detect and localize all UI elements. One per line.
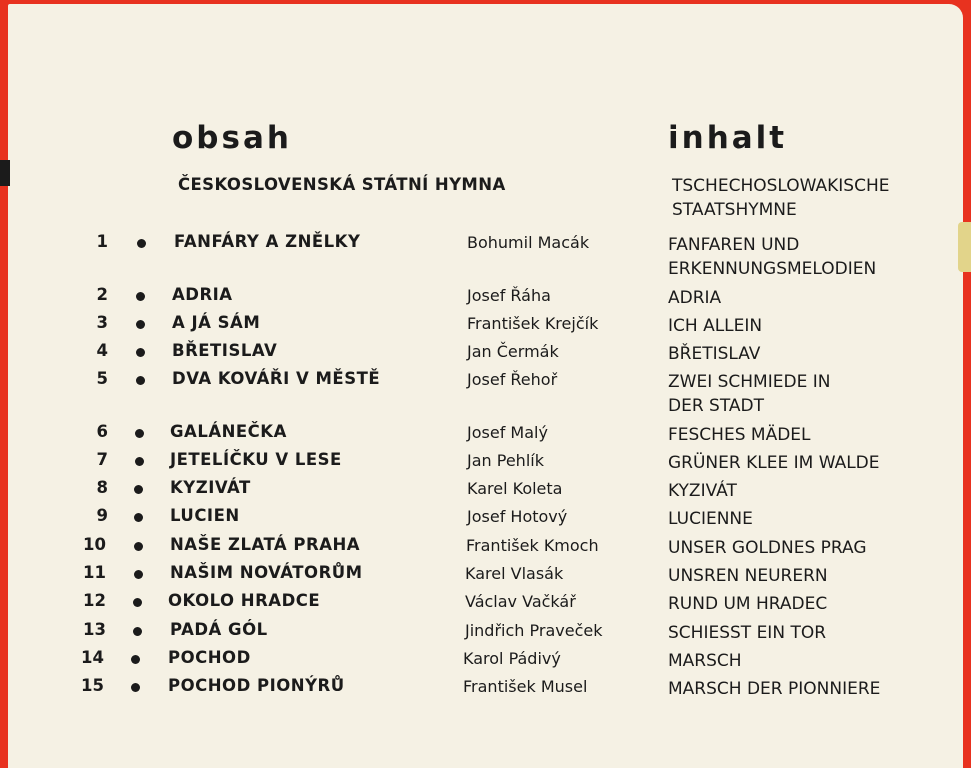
- bullet-icon: [133, 598, 142, 607]
- track-composer: Jindřich Praveček: [465, 621, 603, 640]
- track-row: [0, 506, 971, 532]
- bullet-icon: [135, 429, 144, 438]
- track-composer: Karol Pádivý: [463, 649, 561, 668]
- track-composer: Josef Řehoř: [467, 370, 558, 389]
- bullet-icon: [133, 627, 142, 636]
- track-composer: Karel Koleta: [467, 479, 563, 498]
- heading-de: inhalt: [668, 120, 788, 156]
- track-title: FANFÁRY A ZNĚLKY: [174, 232, 361, 251]
- track-number: 1: [96, 232, 108, 251]
- track-title-de: RUND UM HRADEC: [668, 594, 828, 614]
- track-title: A JÁ SÁM: [172, 313, 261, 332]
- track-title-de: MARSCH: [668, 651, 742, 671]
- track-composer: František Musel: [463, 677, 588, 696]
- track-number: 15: [81, 676, 104, 695]
- track-row: [0, 591, 971, 617]
- track-composer: František Kmoch: [466, 536, 599, 555]
- track-title-de: UNSREN NEURERN: [668, 566, 828, 586]
- track-composer: Václav Vačkář: [465, 592, 576, 611]
- bullet-icon: [134, 485, 143, 494]
- track-composer: Josef Hotový: [467, 507, 568, 526]
- track-number: 2: [96, 285, 108, 304]
- bullet-icon: [136, 292, 145, 301]
- track-row: [0, 285, 971, 311]
- track-number: 11: [83, 563, 106, 582]
- track-title: NAŠIM NOVÁTORŮM: [170, 563, 363, 582]
- track-title-de: ZWEI SCHMIEDE IN DER STADT: [668, 372, 831, 416]
- track-row: [0, 478, 971, 504]
- track-title-de: BŘETISLAV: [668, 344, 761, 364]
- track-title: ADRIA: [172, 285, 233, 304]
- track-title-de: KYZIVÁT: [668, 481, 737, 501]
- track-composer: Josef Malý: [467, 423, 548, 442]
- track-row: [0, 341, 971, 367]
- track-number: 7: [96, 450, 108, 469]
- track-row: [0, 232, 971, 279]
- track-title: BŘETISLAV: [172, 341, 278, 360]
- track-title-de: UNSER GOLDNES PRAG: [668, 538, 867, 558]
- anthem-title-de: TSCHECHOSLOWAKISCHE STAATSHYMNE: [672, 176, 890, 220]
- track-composer: Jan Čermák: [467, 342, 559, 361]
- track-title: POCHOD: [168, 648, 251, 667]
- track-number: 3: [96, 313, 108, 332]
- track-number: 13: [83, 620, 106, 639]
- bullet-icon: [135, 457, 144, 466]
- track-number: 8: [96, 478, 108, 497]
- bullet-icon: [134, 542, 143, 551]
- track-composer: František Krejčík: [467, 314, 599, 333]
- track-title: POCHOD PIONÝRŮ: [168, 676, 345, 695]
- track-row: [0, 563, 971, 589]
- track-row: [0, 535, 971, 561]
- bullet-icon: [131, 683, 140, 692]
- track-row: [0, 313, 971, 339]
- track-row: [0, 450, 971, 476]
- track-title: LUCIEN: [170, 506, 240, 525]
- track-row: [0, 648, 971, 674]
- track-composer: Bohumil Macák: [467, 233, 590, 252]
- track-title: KYZIVÁT: [170, 478, 251, 497]
- track-number: 9: [96, 506, 108, 525]
- track-title: OKOLO HRADCE: [168, 591, 321, 610]
- track-composer: Jan Pehlík: [467, 451, 544, 470]
- track-number: 10: [83, 535, 106, 554]
- track-title-de: SCHIESST EIN TOR: [668, 623, 827, 643]
- track-title: PADÁ GÓL: [170, 620, 268, 639]
- track-number: 12: [83, 591, 106, 610]
- bullet-icon: [134, 513, 143, 522]
- track-number: 6: [96, 422, 108, 441]
- track-title: GALÁNEČKA: [170, 422, 287, 441]
- bullet-icon: [136, 320, 145, 329]
- track-title-de: ADRIA: [668, 288, 722, 308]
- track-row: [0, 422, 971, 448]
- track-composer: Josef Řáha: [467, 286, 551, 305]
- track-composer: Karel Vlasák: [465, 564, 564, 583]
- bullet-icon: [136, 376, 145, 385]
- track-title: DVA KOVÁŘI V MĚSTĚ: [172, 369, 381, 388]
- track-title: JETELÍČKU V LESE: [170, 450, 342, 469]
- track-title: NAŠE ZLATÁ PRAHA: [170, 535, 361, 554]
- bullet-icon: [134, 570, 143, 579]
- track-title-de: GRÜNER KLEE IM WALDE: [668, 453, 880, 473]
- track-row: [0, 620, 971, 646]
- track-row: [0, 369, 971, 416]
- bullet-icon: [137, 239, 146, 248]
- track-title-de: LUCIENNE: [668, 509, 753, 529]
- anthem-title-cz: ČESKOSLOVENSKÁ STÁTNÍ HYMNA: [178, 175, 506, 194]
- heading-cz: obsah: [172, 120, 292, 156]
- track-title-de: FANFAREN UND ERKENNUNGSMELODIEN: [668, 235, 877, 279]
- bullet-icon: [131, 655, 140, 664]
- track-title-de: FESCHES MÄDEL: [668, 425, 811, 445]
- track-number: 4: [96, 341, 108, 360]
- edge-mark: [0, 160, 10, 186]
- bullet-icon: [136, 348, 145, 357]
- track-number: 5: [96, 369, 108, 388]
- track-row: [0, 676, 971, 702]
- track-title-de: MARSCH DER PIONNIERE: [668, 679, 881, 699]
- track-title-de: ICH ALLEIN: [668, 316, 763, 336]
- track-number: 14: [81, 648, 104, 667]
